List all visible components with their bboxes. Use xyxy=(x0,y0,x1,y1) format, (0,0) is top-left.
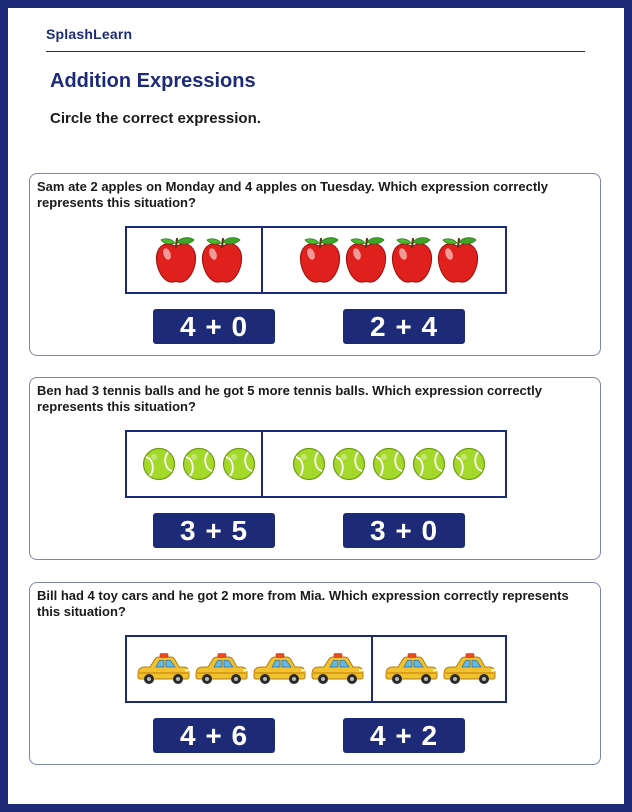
question-text: Sam ate 2 apples on Monday and 4 apples on Tuesday. Which expression correctly represents this situation? xyxy=(37,179,548,210)
page-title: Addition Expressions xyxy=(50,70,256,92)
instruction-text: Circle the correct expression. xyxy=(50,110,261,127)
toy-car-icon xyxy=(193,652,249,686)
right-group xyxy=(273,228,505,292)
tennis-ball-icon xyxy=(292,447,326,481)
question-card-2 xyxy=(29,377,601,560)
left-group xyxy=(139,228,259,292)
tennis-ball-icon xyxy=(332,447,366,481)
tennis-ball-icon xyxy=(372,447,406,481)
option-left-button[interactable]: 3 + 5 xyxy=(153,513,275,548)
question-text: Bill had 4 toy cars and he got 2 more from Mia. Which expression correctly represents this situation? xyxy=(37,588,569,619)
tennis-ball-icon xyxy=(142,447,176,481)
tennis-ball-icon xyxy=(412,447,446,481)
apple-icon xyxy=(435,235,481,285)
toy-car-icon xyxy=(441,652,497,686)
toy-car-icon xyxy=(309,652,365,686)
tennis-ball-icon xyxy=(182,447,216,481)
apple-icon xyxy=(153,235,199,285)
header-divider xyxy=(46,51,585,52)
option-right-button[interactable]: 3 + 0 xyxy=(343,513,465,548)
option-left-button[interactable]: 4 + 0 xyxy=(153,309,275,344)
question-text: Ben had 3 tennis balls and he got 5 more tennis balls. Which expression correctly represents this situation? xyxy=(37,383,542,414)
option-right-button[interactable]: 4 + 2 xyxy=(343,718,465,753)
apple-icon xyxy=(297,235,343,285)
toy-car-icon xyxy=(383,652,439,686)
question-card-1 xyxy=(29,173,601,356)
apple-icon xyxy=(343,235,389,285)
toy-car-icon xyxy=(251,652,307,686)
option-right-button[interactable]: 2 + 4 xyxy=(343,309,465,344)
left-group xyxy=(139,432,259,496)
group-divider xyxy=(261,228,263,292)
tennis-ball-icon xyxy=(452,447,486,481)
group-divider xyxy=(371,637,373,701)
brand-logo: SplashLearn xyxy=(46,26,133,42)
picture-box xyxy=(125,226,507,294)
group-divider xyxy=(261,432,263,496)
picture-box xyxy=(125,635,507,703)
picture-box xyxy=(125,430,507,498)
left-group xyxy=(131,637,369,701)
apple-icon xyxy=(389,235,435,285)
tennis-ball-icon xyxy=(222,447,256,481)
right-group xyxy=(273,432,505,496)
right-group xyxy=(377,637,503,701)
apple-icon xyxy=(199,235,245,285)
question-card-3 xyxy=(29,582,601,765)
worksheet-page xyxy=(8,8,624,804)
toy-car-icon xyxy=(135,652,191,686)
option-left-button[interactable]: 4 + 6 xyxy=(153,718,275,753)
